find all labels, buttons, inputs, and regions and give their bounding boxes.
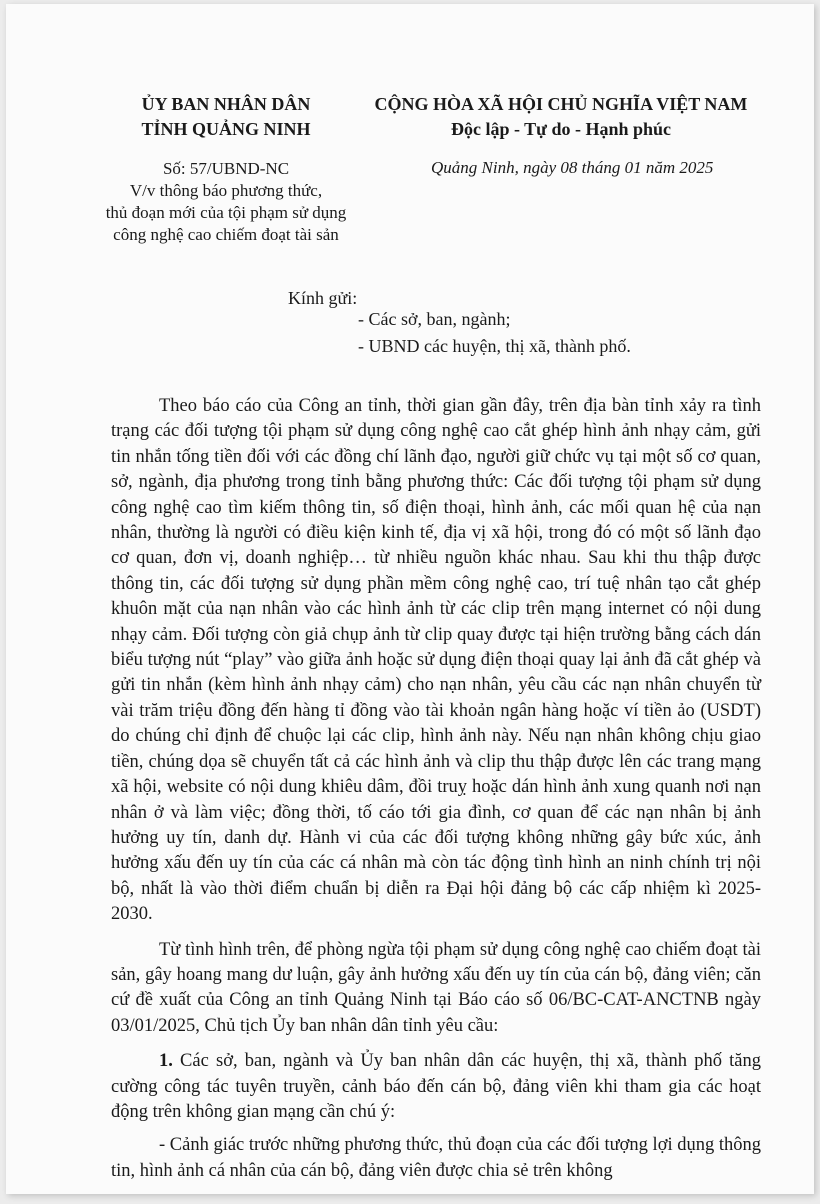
- subject-line-3: công nghệ cao chiếm đoạt tài sản: [113, 225, 339, 244]
- body-paragraph-1: Theo báo cáo của Công an tỉnh, thời gian gần đây, trên địa bàn tỉnh xảy ra tình trạng các đối tượng tội phạm sử dụng công nghệ cao cắt ghép hình ảnh nhạy cảm, gửi tin nhắn tống tiền đối với các đồng chí lãnh đạo, người giữ chức vụ tại một số cơ quan, sở, ngành, địa phương trong tỉnh bằng phương thức: Các đối tượng tội phạm sử dụng công nghệ cao tìm kiếm thông tin, số điện thoại, hình ảnh, các mối quan hệ của nạn nhân, thường là người có điều kiện kinh tế, địa vị xã hội, trong đó có một số lãnh đạo cơ quan, đơn vị, doanh nghiệp… từ nhiều nguồn khác nhau. Sau khi thu thập được thông tin, các đối tượng sử dụng phần mềm công nghệ cao, trí tuệ nhân tạo cắt ghép khuôn mặt của nạn nhân vào các hình ảnh từ các clip trên mạng internet có nội dung nhạy cảm. Đối tượng còn giả chụp ảnh từ clip quay được tại hiện trường bằng cách dán biểu tượng nút “play” vào giữa ảnh hoặc sử dụng điện thoại quay lại ảnh đã cắt ghép và gửi tin nhắn (kèm hình ảnh nhạy cảm) cho nạn nhân, yêu cầu các nạn nhân chuyển từ vài trăm triệu đồng đến hàng tỉ đồng vào tài khoản ngân hàng hoặc ví tiền ảo (USDT) do chúng chỉ định để chuộc lại các clip, hình ảnh này. Nếu nạn nhân không chịu giao tiền, chúng dọa sẽ chuyển tất cả các hình ảnh và clip thu thập được lên các trang mạng xã hội, website có nội dung khiêu dâm, đồi truỵ hoặc dán hình ảnh xung quanh nơi nạn nhân ở và làm việc; đồng thời, tố cáo tới gia đình, cơ quan để các nạn nhân bị ảnh hưởng uy tín, danh dự. Hành vi của các đối tượng không những gây bức xúc, ảnh hưởng xấu đến uy tín của các cá nhân mà còn tác động tình hình an ninh chính trị nội bộ, nhất là vào thời điểm chuẩn bị diễn ra Đại hội đảng bộ các cấp nhiệm kì 2025- 2030.: [111, 396, 761, 925]
- document-reference: [76, 158, 376, 246]
- document-number: Số: 57/UBND-NC: [162, 159, 290, 178]
- republic-title: CỘNG HÒA XÃ HỘI CHỦ NGHĨA VIỆT NAM: [374, 94, 748, 114]
- item-1-number: 1.: [159, 1051, 173, 1072]
- body-paragraph-2: Từ tình hình trên, để phòng ngừa tội phạm sử dụng công nghệ cao chiếm đoạt tài sản, gây hoang mang dư luận, gây ảnh hưởng xấu đến uy tín của cán bộ, đảng viên; căn cứ đề xuất của Công an tỉnh Quảng Ninh tại Báo cáo số 06/BC-CAT-ANCTNB ngày 03/01/2025, Chủ tịch Ủy ban nhân dân tỉnh yêu cầu:: [111, 939, 761, 1036]
- recipient-list: [358, 306, 631, 360]
- date-line: Quảng Ninh, ngày 08 tháng 01 năm 2025: [431, 158, 714, 177]
- greeting: Kính gửi:: [288, 288, 358, 308]
- agency-line-1: ỦY BAN NHÂN DÂN: [141, 94, 311, 114]
- document-body: [111, 394, 761, 1194]
- subject-line-1: V/v thông báo phương thức,: [129, 181, 323, 200]
- issuing-agency: [116, 92, 336, 142]
- motto: Độc lập - Tự do - Hạnh phúc: [450, 119, 672, 139]
- recipient-item: - Các sở, ban, ngành;: [358, 309, 511, 329]
- bullet-1: - Cảnh giác trước những phương thức, thủ đoạn của các đối tượng lợi dụng thông tin, hình ảnh cá nhân của cán bộ, đảng viên được chia sẻ trên không: [111, 1135, 762, 1181]
- recipient-item: - UBND các huyện, thị xã, thành phố.: [358, 336, 631, 356]
- document-page: [6, 4, 814, 1194]
- national-header: [351, 92, 771, 142]
- item-1: [111, 1049, 761, 1125]
- subject-line-2: thủ đoạn mới của tội phạm sử dụng: [105, 203, 347, 222]
- item-1-text: Các sở, ban, ngành và Ủy ban nhân dân các huyện, thị xã, thành phố tăng cường công tác tuyên truyền, cảnh báo đến cán bộ, đảng viên khi tham gia các hoạt động trên không gian mạng cần chú ý:: [111, 1051, 761, 1122]
- agency-line-2: TỈNH QUẢNG NINH: [141, 119, 311, 139]
